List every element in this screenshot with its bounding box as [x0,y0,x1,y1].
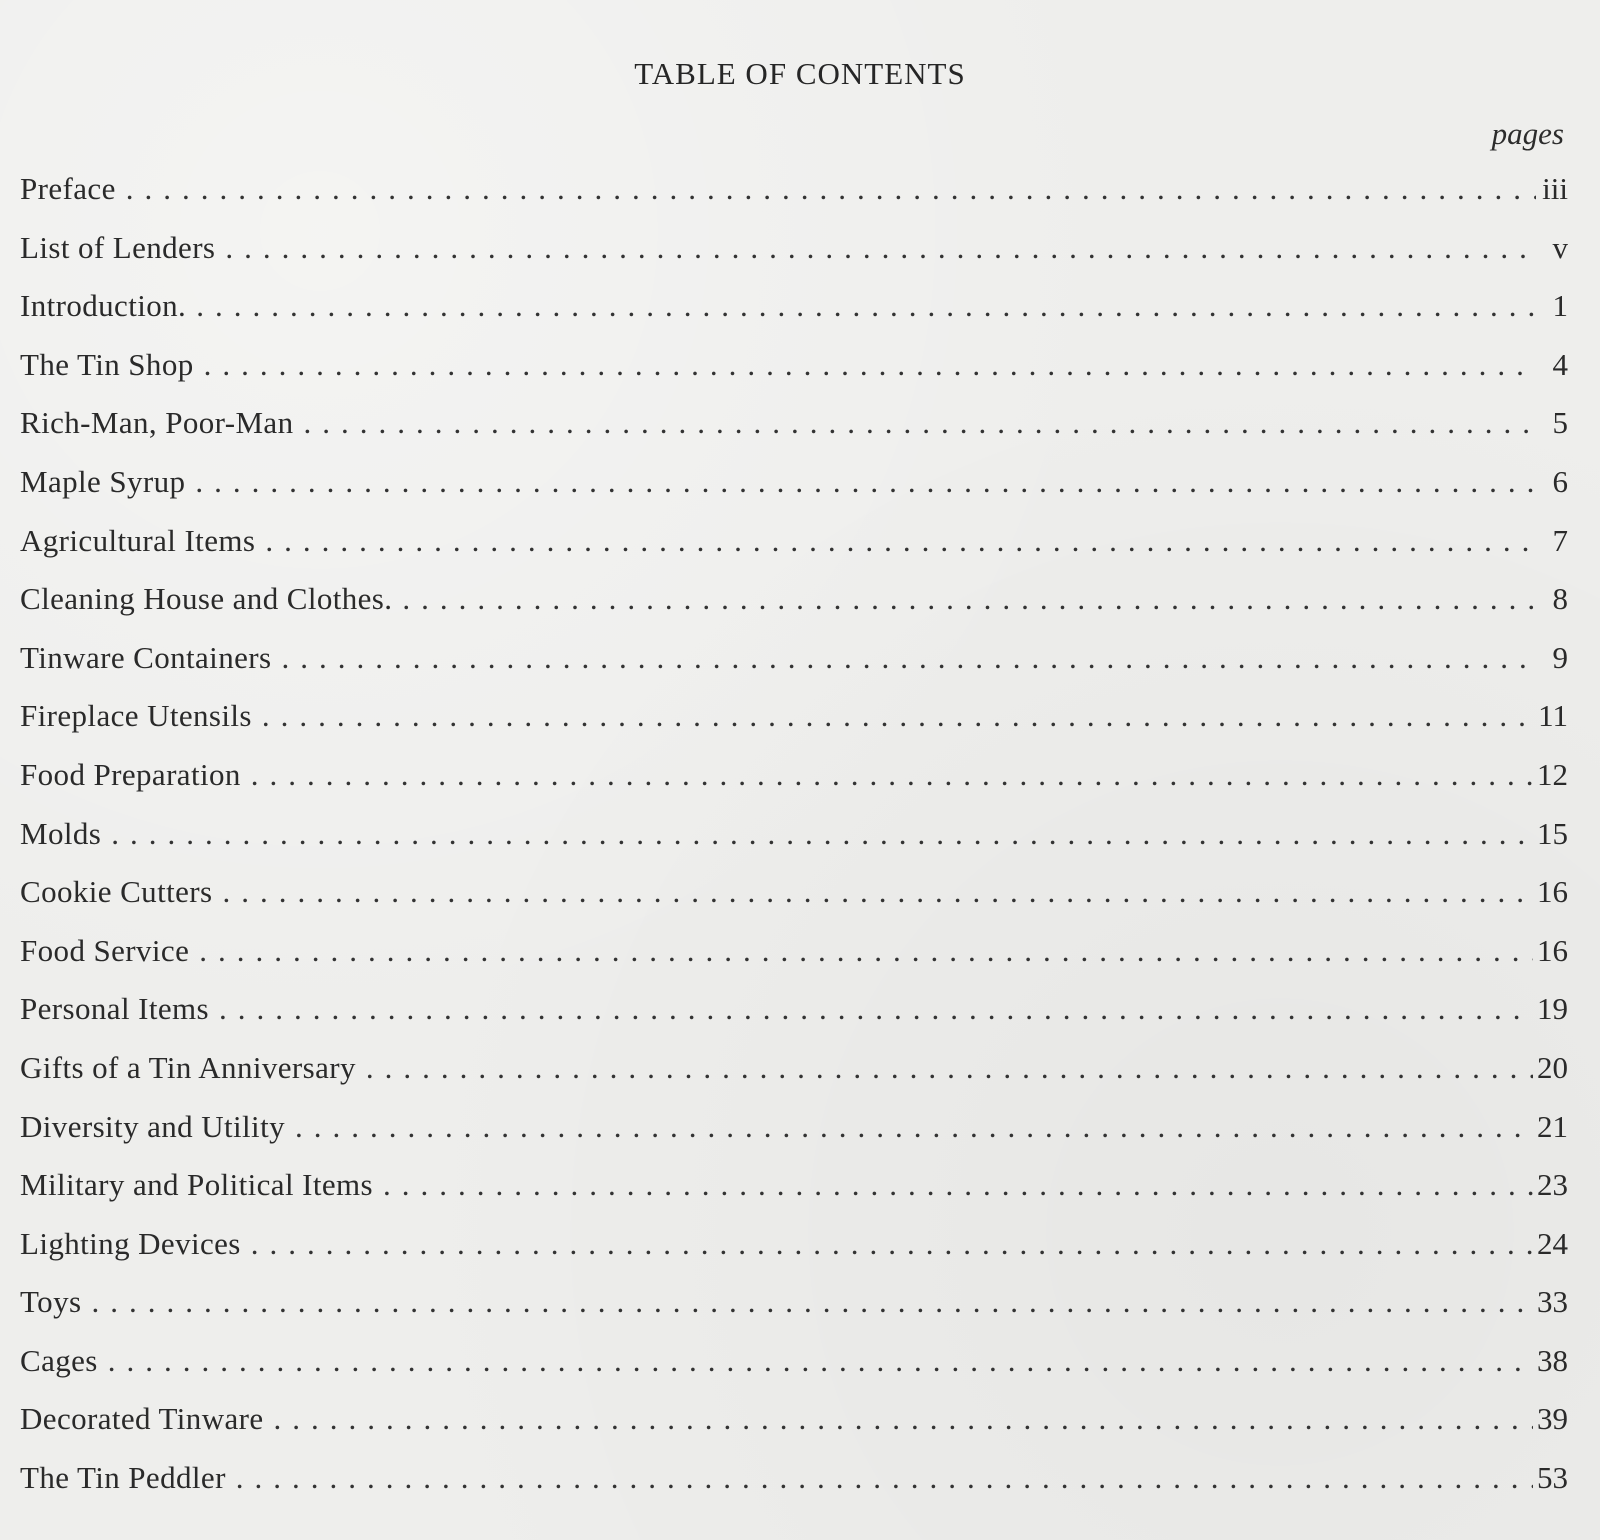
toc-entry-page: 11 [1538,698,1568,734]
toc-entry-title: Cages [20,1342,98,1378]
toc-entry [20,570,1568,629]
dot-leader [304,394,1537,453]
dot-leader [108,1332,1533,1391]
toc-entry [20,805,1568,864]
toc-entry-title: Introduction. [20,288,187,324]
toc-entry-page: 4 [1552,346,1568,382]
toc-entry-page: 21 [1537,1108,1568,1144]
page-title: TABLE OF CONTENTS [634,56,966,91]
toc-entry-title: Preface [20,171,116,206]
toc-entry-page: 38 [1537,1342,1568,1378]
dot-leader [262,687,1534,746]
dot-leader [366,1039,1533,1098]
toc-entry-title: Maple Syrup [20,463,186,499]
toc-entry-page: 1 [1552,288,1568,324]
dot-leader [219,980,1533,1039]
toc-entry-title: Tinware Containers [20,639,272,675]
toc-entry-title: Rich-Man, Poor-Man [20,405,294,441]
toc-entry [20,1273,1568,1332]
dot-leader [91,1273,1533,1332]
dot-leader [281,629,1536,688]
toc-entry-title: The Tin Peddler [20,1460,226,1496]
dot-leader [383,1156,1533,1215]
toc-entry-page: 19 [1537,991,1568,1027]
dot-leader [251,1215,1533,1274]
toc-entry-title: Decorated Tinware [20,1401,264,1437]
toc-entry-title: Gifts of a Tin Anniversary [20,1049,356,1085]
dot-leader [111,805,1533,864]
toc-entry-page: 5 [1552,405,1568,441]
toc-entry-page: 23 [1537,1167,1568,1203]
toc-entry [20,219,1568,278]
toc-entry-title: Fireplace Utensils [20,698,252,734]
toc-entry [20,160,1568,219]
toc-entry-title: Diversity and Utility [20,1108,285,1144]
dot-leader [126,160,1536,219]
table-of-contents [20,160,1568,1508]
toc-entry-title: Personal Items [20,991,209,1027]
toc-entry-page: 15 [1537,815,1568,851]
toc-entry [20,687,1568,746]
toc-entry-page: 20 [1537,1049,1568,1085]
toc-entry-title: Lighting Devices [20,1225,241,1261]
dot-leader [265,512,1536,571]
dot-leader [204,336,1536,395]
dot-leader [236,1449,1533,1508]
toc-entry [20,336,1568,395]
toc-entry-page: iii [1542,171,1568,206]
toc-entry [20,1449,1568,1508]
toc-entry [20,746,1568,805]
toc-entry-page: 33 [1537,1284,1568,1320]
toc-entry-page: 16 [1537,874,1568,910]
toc-entry [20,980,1568,1039]
toc-entry [20,453,1568,512]
toc-entry-title: Cleaning House and Clothes. [20,581,393,617]
toc-entry [20,1332,1568,1391]
toc-entry-page: 12 [1537,756,1568,792]
dot-leader [274,1390,1533,1449]
dot-leader [295,1098,1533,1157]
toc-entry-title: The Tin Shop [20,346,194,382]
toc-entry-title: Food Preparation [20,756,241,792]
toc-entry-title: Molds [20,815,102,851]
toc-entry-page: 8 [1552,581,1568,617]
toc-entry [20,1039,1568,1098]
toc-entry-title: Toys [20,1284,82,1320]
toc-entry-page: 24 [1537,1225,1568,1261]
toc-entry-page: 16 [1537,932,1568,968]
toc-entry [20,922,1568,981]
toc-entry-title: Food Service [20,932,190,968]
toc-entry [20,1098,1568,1157]
toc-entry-page: v [1552,229,1568,265]
dot-leader [225,219,1536,278]
dot-leader [402,570,1536,629]
dot-leader [195,453,1536,512]
toc-entry-title: Military and Political Items [20,1167,374,1203]
toc-entry-page: 7 [1552,522,1568,558]
toc-entry [20,863,1568,922]
dot-leader [222,863,1533,922]
toc-entry [20,1390,1568,1449]
toc-entry-page: 39 [1537,1401,1568,1437]
toc-entry-title: List of Lenders [20,229,216,265]
toc-entry [20,1215,1568,1274]
toc-entry [20,1156,1568,1215]
toc-entry-page: 53 [1537,1460,1568,1496]
toc-entry-title: Cookie Cutters [20,874,213,910]
dot-leader [199,922,1533,981]
toc-entry [20,512,1568,571]
toc-entry [20,277,1568,336]
toc-entry [20,394,1568,453]
dot-leader [251,746,1533,805]
toc-entry-title: Agricultural Items [20,522,256,558]
pages-column-label: pages [1491,116,1564,151]
toc-entry-page: 6 [1552,463,1568,499]
toc-entry-page: 9 [1552,639,1568,675]
dot-leader [196,277,1536,336]
toc-entry [20,629,1568,688]
